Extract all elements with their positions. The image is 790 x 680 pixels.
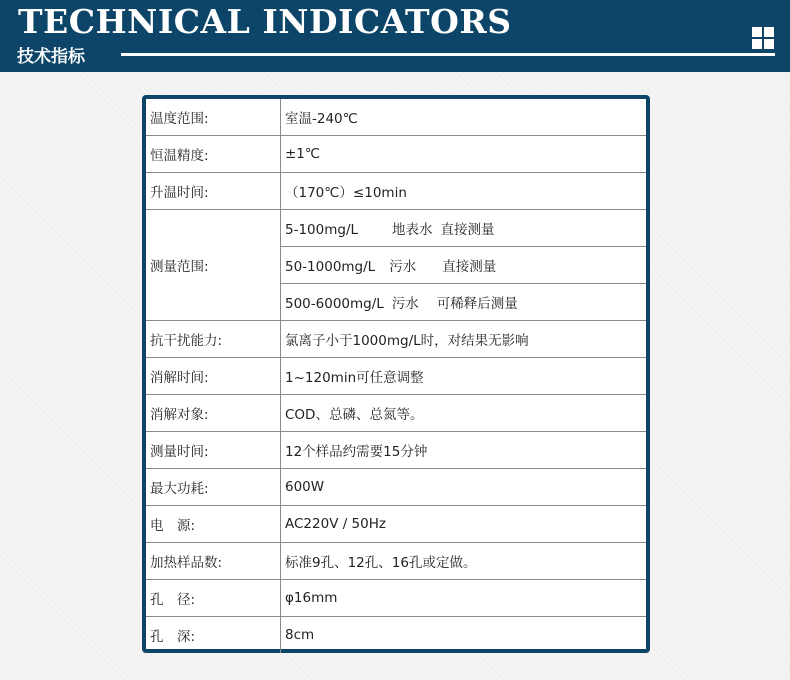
table-row — [146, 617, 646, 654]
spec-value: 室温-240℃ — [281, 99, 647, 136]
measure-water-type: 地表水 — [392, 222, 433, 238]
spec-value: （170℃）≤10min — [281, 173, 647, 210]
measure-water-type: 污水 — [391, 296, 419, 312]
spec-value: 1~120min可任意调整 — [281, 358, 647, 395]
table-row — [146, 580, 646, 617]
header-divider — [121, 53, 775, 56]
measure-method: 直接测量 — [440, 222, 495, 238]
spec-label: 升温时间: — [146, 173, 281, 210]
table-row — [146, 173, 646, 210]
spec-label: 加热样品数: — [146, 543, 281, 580]
measure-range-item — [281, 284, 647, 321]
spec-value: 600W — [281, 469, 647, 506]
spec-value: 氯离子小于1000mg/L时，对结果无影响 — [281, 321, 647, 358]
spec-label: 测量范围: — [146, 210, 281, 321]
table-row — [146, 136, 646, 173]
measure-range-item — [281, 210, 647, 247]
measure-water-type: 污水 — [389, 259, 417, 275]
measure-range-value: 500-6000mg/L — [285, 296, 384, 312]
table-row — [146, 543, 646, 580]
spec-label: 孔 深: — [146, 617, 281, 654]
measure-range-value: 5-100mg/L — [285, 222, 359, 238]
spec-value: ±1℃ — [281, 136, 647, 173]
spec-value: 标准9孔、12孔、16孔或定做。 — [281, 543, 647, 580]
spec-label: 测量时间: — [146, 432, 281, 469]
table-row — [146, 99, 646, 136]
measure-method: 直接测量 — [442, 259, 497, 275]
grid-icon — [752, 27, 774, 49]
spec-value: AC220V / 50Hz — [281, 506, 647, 543]
spec-label: 消解时间: — [146, 358, 281, 395]
measure-method: 可稀释后测量 — [436, 296, 518, 312]
table-row — [146, 210, 646, 247]
spec-label: 抗干扰能力: — [146, 321, 281, 358]
spec-label: 孔 径: — [146, 580, 281, 617]
spec-value: 8cm — [281, 617, 647, 654]
spec-label: 最大功耗: — [146, 469, 281, 506]
spec-value: COD、总磷、总氮等。 — [281, 395, 647, 432]
header-banner — [0, 0, 790, 72]
table-row — [146, 432, 646, 469]
table-row — [146, 358, 646, 395]
spec-table — [142, 95, 650, 653]
table-row — [146, 469, 646, 506]
measure-range-value: 50-1000mg/L — [285, 259, 376, 275]
table-row — [146, 321, 646, 358]
spec-value: 12个样品约需要15分钟 — [281, 432, 647, 469]
spec-label: 消解对象: — [146, 395, 281, 432]
table-row — [146, 395, 646, 432]
table-row — [146, 506, 646, 543]
measure-range-item — [281, 247, 647, 284]
page-subtitle: 技术指标 — [17, 47, 85, 67]
spec-value: φ16mm — [281, 580, 647, 617]
spec-label: 恒温精度: — [146, 136, 281, 173]
page-title: TECHNICAL INDICATORS — [18, 2, 512, 41]
spec-label: 电 源: — [146, 506, 281, 543]
spec-label: 温度范围: — [146, 99, 281, 136]
